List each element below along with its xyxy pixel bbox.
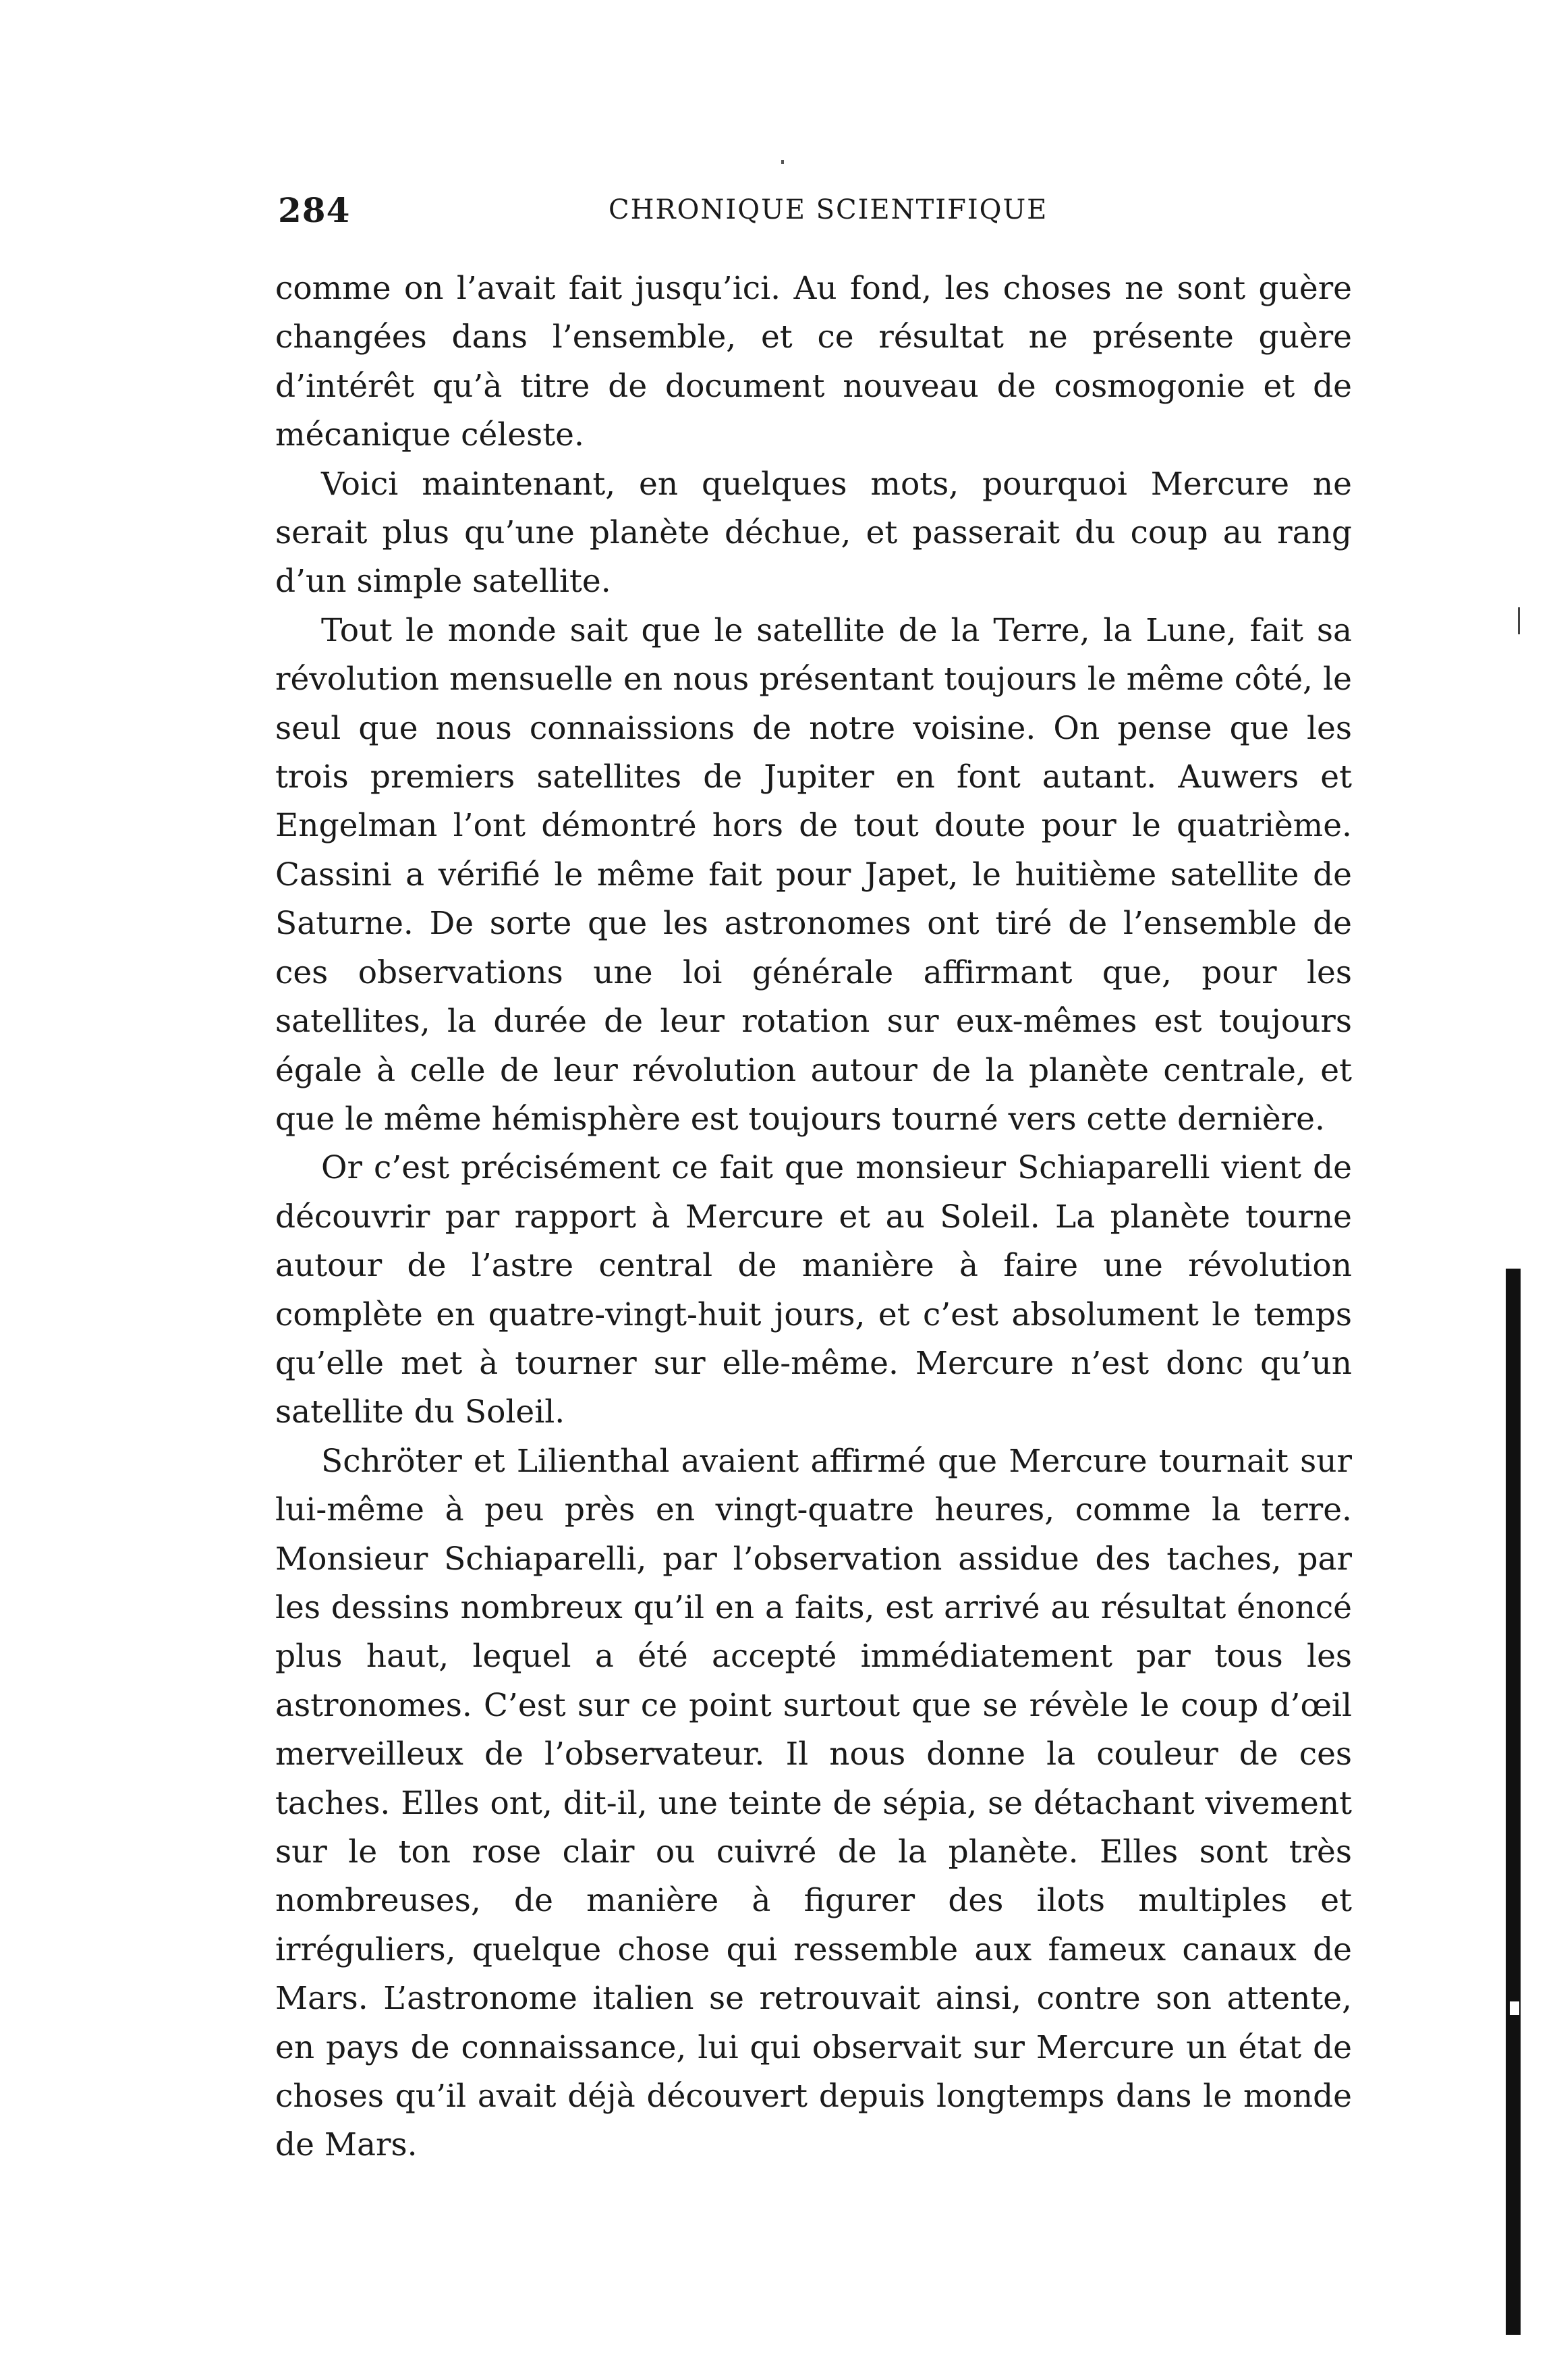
body-text [275, 265, 1352, 2170]
scan-edge-dot [1510, 2001, 1519, 2015]
paragraph-lune-satellites: Tout le monde sait que le satellite de la Terre, la Lune, fait sa révolution mensuelle en nous présentant toujours le même côté, le seul que nous connaissions de notre voisine. On pense que les trois premiers satellites de Jupiter en font autant. Auwers et Engelman l’ont démontré hors de tout doute pour le quatrième. Cassini a vérifié le même fait pour Japet, le huitième satellite de Saturne. De sorte que les astronomes ont tiré de l’ensemble de ces observations une loi générale affirmant que, pour les satellites, la durée de leur rotation sur eux-mêmes est toujours égale à celle de leur révolution autour de la planète centrale, et que le même hémisphère est toujours tourné vers cette dernière. [275, 611, 1352, 1138]
scan-edge-shadow [1506, 1269, 1521, 2335]
page-header [278, 190, 1344, 244]
page-number: 284 [278, 190, 351, 230]
scan-margin-mark [1518, 607, 1520, 634]
running-title: CHRONIQUE SCIENTIFIQUE [609, 194, 1048, 225]
paragraph-schroter-lilienthal: Schröter et Lilienthal avaient affirmé que Mercure tournait sur lui-même à peu près en vingt-quatre heures, comme la terre. Monsieur Schiaparelli, par l’observation assidue des taches, par les dessins nombreux qu’il en a faits, est arrivé au résultat énoncé plus haut, lequel a été accepté immédiatement par tous les astronomes. C’est sur ce point surtout que se révèle le coup d’œil merveilleux de l’observateur. Il nous donne la couleur de ces taches. Elles ont, dit-il, une teinte de sépia, se détachant vivement sur le ton rose clair ou cuivré de la planète. Elles sont très nombreuses, de manière à figurer des ilots multiples et irréguliers, quelque chose qui ressemble aux fameux canaux de Mars. L’astronome italien se retrouvait ainsi, contre son attente, en pays de connaissance, lui qui observait sur Mercure un état de choses qu’il avait déjà découvert depuis longtemps dans le monde de Mars. [275, 1442, 1352, 2164]
paragraph-continuation: comme on l’avait fait jusqu’ici. Au fond, les choses ne sont guère changées dans l’ensemble, et ce résultat ne présente guère d’intérêt qu’à titre de document nouveau de cosmogonie et de mécanique céleste. [275, 270, 1352, 454]
scan-speck [781, 160, 784, 164]
paragraph-mercure-satellite: Voici maintenant, en quelques mots, pourquoi Mercure ne serait plus qu’une planète déchue, et passerait du coup au rang d’un simple satellite. [275, 465, 1352, 601]
paragraph-schiaparelli: Or c’est précisément ce fait que monsieur Schiaparelli vient de découvrir par rapport à Mercure et au Soleil. La planète tourne autour de l’astre central de manière à faire une révolution complète en quatre-vingt-huit jours, et c’est absolument le temps qu’elle met à tourner sur elle-même. Mercure n’est donc qu’un satellite du Soleil. [275, 1149, 1352, 1431]
